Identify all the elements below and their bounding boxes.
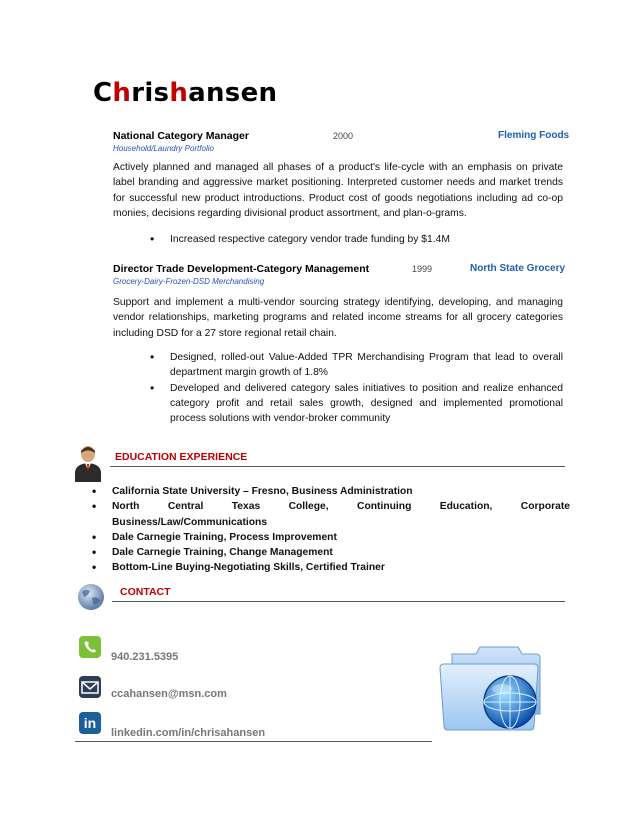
person-icon <box>73 444 103 487</box>
list-item: • Bottom-Line Buying-Negotiating Skills, Certified Trainer <box>90 560 570 575</box>
education-divider <box>110 466 565 467</box>
contact-phone: 940.231.5395 <box>111 651 179 663</box>
list-item: • California State University – Fresno, Business Administration <box>90 484 570 499</box>
job1-title: National Category Manager <box>113 130 249 142</box>
contact-heading: CONTACT <box>120 586 171 598</box>
list-item: • Designed, rolled-out Value-Added TPR Merchandising Program that lead to overall department margin growth of 1.8% <box>148 350 563 381</box>
resume-name: Chrishansen <box>93 78 278 108</box>
job2-subtitle: Grocery-Dairy-Frozen-DSD Merchandising <box>113 277 265 286</box>
contact-divider <box>112 601 565 602</box>
job1-company: Fleming Foods <box>498 130 570 141</box>
globe-icon <box>76 582 106 617</box>
folder-globe-icon <box>438 644 548 744</box>
job2-year: 1999 <box>412 264 433 274</box>
job1-description: Actively planned and managed all phases of a product's life-cycle with an emphasis on private label branding and aggressive market positioning. Interpreted customer needs and market trends for successful new product introductions. Product cost of goods negotiations including ad co-op monies, decisions regarding divisional product assortment, and plan-o-grams. <box>113 162 563 219</box>
list-item: • Increased respective category vendor trade funding by $1.4M <box>148 232 563 247</box>
job2-description: Support and implement a multi-vendor sourcing strategy identifying, developing, and managing vendor relationships, marketing programs and related income streams for all grocery categories including DSD for a 27 store regional retail chain. <box>113 297 563 339</box>
list-item: • Developed and delivered category sales initiatives to position and realize enhanced category profit and retail sales growth, designed and implemented promotional process solutions with vendor-broker community <box>148 381 563 427</box>
job1-bullets <box>148 232 563 247</box>
contact-email: ccahansen@msn.com <box>111 688 227 700</box>
list-item: • Dale Carnegie Training, Process Improvement <box>90 530 570 545</box>
job1-year: 2000 <box>333 131 354 141</box>
job2-bullets <box>148 350 563 426</box>
job2-company: North State Grocery <box>470 263 566 274</box>
mail-icon <box>79 676 101 698</box>
list-item: • North Central Texas College, Continuing Education, Corporate Business/Law/Communications <box>90 499 570 530</box>
education-list <box>90 484 570 576</box>
job1-subtitle: Household/Laundry Portfolio <box>113 144 214 153</box>
job2-title: Director Trade Development-Category Management <box>113 263 370 275</box>
contact-bottom-divider <box>75 741 432 742</box>
contact-linkedin: linkedin.com/in/chrisahansen <box>111 727 266 739</box>
linkedin-icon: in <box>79 712 101 734</box>
list-item: • Dale Carnegie Training, Change Management <box>90 545 570 560</box>
education-heading: EDUCATION EXPERIENCE <box>115 451 248 463</box>
phone-icon <box>79 636 101 658</box>
